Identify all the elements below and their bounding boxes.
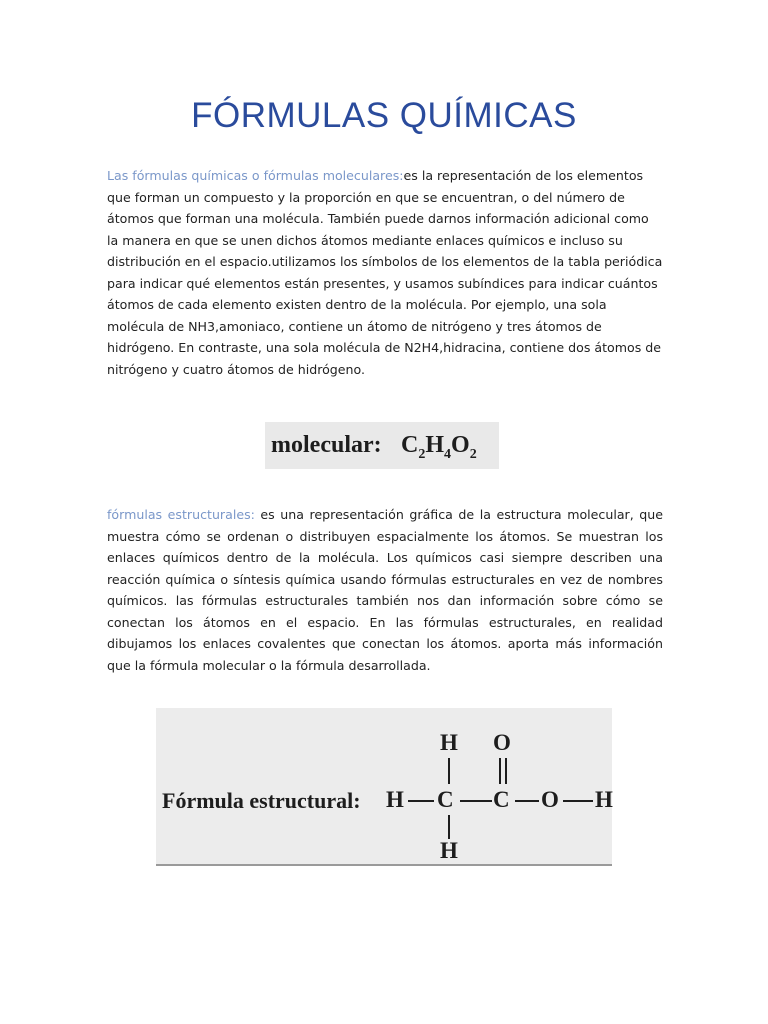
formula-oxygen-count: 2 (469, 446, 477, 462)
bond-o-h (563, 800, 593, 802)
double-bond-line-2 (505, 758, 507, 784)
double-bond-line-1 (499, 758, 501, 784)
structural-formula-label: Fórmula estructural: (162, 788, 361, 813)
formula-carbon-count: 2 (418, 446, 426, 462)
paragraph-structural-formulas (107, 504, 663, 676)
bond-c2-o (515, 800, 539, 802)
paragraph-body-structural: es una representación gráfica de la estructura molecular, que muestra cómo se ordenan o distribuyen espacialmente los átomos. Se muestran los enlaces químicos dentro de la molécula. Los químicos casi siempre describen una reacción química o síntesis química usando fórmulas estructurales en vez de nombres químicos. las fórmulas estructurales también nos dan información sobre cómo se conectan los átomos en el espacio. En las fórmulas estructurales, en realidad dibujamos los enlaces covalentes que conectan los átomos. aporta más información que la fórmula molecular o la fórmula desarrollada. (107, 507, 663, 673)
formula-hydrogen-count: 4 (444, 446, 452, 462)
bond-c1-h-bottom (448, 815, 450, 839)
paragraph-lead-structural: fórmulas estructurales: (107, 507, 255, 522)
atom-oxygen-top: O (493, 730, 511, 755)
molecular-formula-image (265, 422, 499, 469)
atom-oxygen-right: O (541, 787, 559, 812)
structural-formula-image (156, 708, 612, 866)
paragraph-body-molecular: es la representación de los elementos que forman un compuesto y la proporción en que se encuentran, o del número de átomos que forman una molécula. También puede darnos información adicional como la manera en que se unen dichos átomos mediante enlaces químicos e incluso su distribución en el espacio.utilizamos los símbolos de los elementos de la tabla periódica para indicar qué elementos están presentes, y usamos subíndices para indicar cuántos átomos de cada elemento existen dentro de la molécula. Por ejemplo, una sola molécula de NH3,amoniaco, contiene un átomo de nitrógeno y tres átomos de hidrógeno. En contraste, una sola molécula de N2H4,hidracina, contiene dos átomos de nitrógeno y cuatro átomos de hidrógeno. (107, 168, 663, 377)
formula-oxygen: O (451, 432, 470, 458)
atom-hydrogen-right: H (595, 787, 613, 812)
bond-h-c1 (408, 800, 434, 802)
bond-c1-c2 (460, 800, 492, 802)
molecular-formula-label: molecular: (271, 432, 382, 458)
atom-carbon-2: C (493, 787, 510, 812)
atom-carbon-1: C (437, 787, 454, 812)
formula-carbon: C (401, 432, 419, 458)
paragraph-lead-molecular: Las fórmulas químicas o fórmulas moleculares: (107, 168, 404, 183)
bond-c1-h-top (448, 758, 450, 784)
page-title: FÓRMULAS QUÍMICAS (191, 96, 577, 135)
formula-hydrogen: H (425, 432, 445, 458)
atom-hydrogen-bottom: H (440, 838, 458, 863)
molecular-formula (401, 432, 477, 463)
paragraph-molecular-formulas (107, 165, 663, 380)
atom-hydrogen-left: H (386, 787, 404, 812)
atom-hydrogen-top: H (440, 730, 458, 755)
